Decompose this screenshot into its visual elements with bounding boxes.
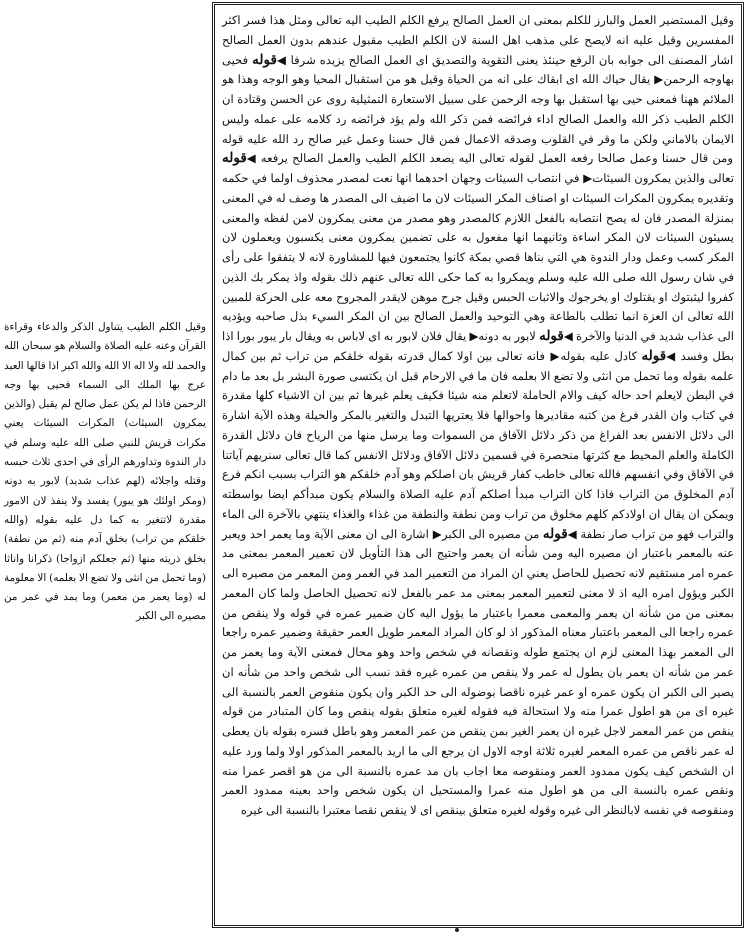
ornament-mark: ◀ [276,52,287,67]
gloss-span: (والذين يمكرون السيئات) المكرات السيئات يعني مكرات قريش للنبي صلى الله عليه وسلم في دار الندوة وتداورهم الرأى في احدى ثلاث حبسه وقتله واجلائه [4,398,206,488]
qawluhu-heading: قوله [542,525,568,542]
commentary-text [222,11,734,821]
gloss-span: (والله خلقكم من تراب) بخلق آدم منه [4,513,206,546]
commentary-frame [212,2,744,928]
commentary-span: في انتصاب السيئات وجهان احدهما انها نعت لمصدر محذوف اولما في حكمه وتقديره يمكرون المكرات السيئات او اصناف المكر السيئات لان ما اضيف الى المصدر ها وصف له في المعنى بمنزلة المصدر فان له يصح انتصابه بالفعل اللازم كالمصدر وهو مصدر من معنى يمكرون لامن لفظه والمعنى يسيئون السيئات لان المكر اساءة وثانيهما انها مفعول به على تضمين يمكرون معنى يكسبون ويعملون لان المكر كسب وعمل ودار الندوة هي التي بناها قصي بمكة كانوا يجتمعون فيها للمشاورة لانه لا يتفقوا على رأى في شان رسول الله صلى الله عليه وسلم ويمكروا به كما حكى الله تعالى عنهم ذلك بقوله واذ يمكر بك الذين كفروا ليثبتوك او يقتلوك او يخرجوك والاثبات الحبس وقيل جرح موهن لايقدر المجروح معه على الحركة للمبين الله تعالى ان العزة انما تطلب بالطاعة وهي التوحيد والعمل الصالح بين ان المكر السيء بذل صاحبه ويؤديه الى عذاب شديد في الدنيا والآخرة [222,171,735,343]
commentary-span: اشارة الى ان معنى الآية وما يعمر احد ويعبر عنه بالمعمر باعتبار ان مصيره اليه ومن شأنه ان يعمر واحتيج الى هذا التأويل لان تعمير المعمر بمعنى مد عمره امر مستقيم لانه تحصيل للحاصل يعني ان المراد من التعمير المد في العمر ومن المعمر من مصيره الى الكبر ويؤول امره اليه اذ لا معنى لتعمير المعمر بمعنى مد عمر بالفعل لانه تحصيل الحاصل ولما كان المعمر بمعنى من من شأنه ان يعمر والمعمى معمرا باعتبار ما يؤول اليه كان ضمير عمره في قوله ولا ينقص من عمره راجعا الى المعمر باعتبار معناه المذكور اذ لو كان المراد المعمر طويل العمر حقيقة وضمير عمره راجعا الى المعمر بهذا المعنى لزم ان يجتمع طوله ونقصانه في شخص واحد وهو محال فمعنى الآية وما يعمر من عمر من شأنه ان يعمر بان يطول له عمر ولا ينقص من عمره غيره فقد نسب الى شخص واحد من شأنه ان يصير الى الكبر ان يكون عمره او عمر غيره ناقصا [222,526,734,699]
ornament-mark: ▶ [653,72,664,87]
lemma-text: تعالى والذين يمكرون السيئات [592,171,734,185]
ornament-mark: ◀ [246,151,257,166]
ink-dot [455,928,459,932]
commentary-span: فالله تعالى خاطب كفار قريش بان اصلكم وهو آدم خلقكم هو التراب بسبب انكم فرع آدم المخلوق من التراب فاذا كان التراب مبدأ اصلكم آدم عليه الصلاة والسلام يكون مبدأكم ايضا بواسطته ويمكن ان يقال ان اولادكم كلهم مخلوق من تراب ومن نطفة والنطفة من غذاء والغذاء ينتهي بالآخرة الى الماء والتراب فهو من تراب صار نطفة [222,467,735,541]
lemma-text: كادل عليه بقوله [560,348,638,363]
ornament-mark: ▶ [469,329,479,343]
lemma-text: لابور به دونه [478,329,536,343]
commentary-span: بوضوله الى حد الكبر وان يكون منقوص العمر بالنسبة الى غيره اى من هو اطول عمرا منه ولا استحالة فيه فقوله لغيره متعلق بقوله ينقص وما كان المتبادر من قوله ينقص من عمر المعمر لاجل غيره ان يعمر الغير بمن ينقص من عمر المعمر وهو باطل فسره بقوله بان يعطى له عمر ناقص من عمره المعمر لغيره ثلاثة اوجه الاول ان يرجع الى ما اريد بالمعمر المذكور اولا ولما ورد عليه ان الشخص كيف يكون ممدود العمر ومنقوصه معا اجاب بان مد عمره بالنسبة الى من هو اقصر عمرا منه ونقص عمره بالنسبة الى من هو اطول منه عمرا والمستحيل ان يكون شخص واحد بعينه ممدود العمر ومنقوصه في نفسه لابالنظر الى غيره وقوله لغيره متعلق بينقص اى لا ينقص نقصا معتبرا بالنسبة الى غيره [222,684,734,817]
ornament-mark: ◀ [666,348,677,363]
gloss-span: (ثم جعلكم ازواجا) ذكرانا واناثا [4,552,135,565]
qawluhu-heading: قوله [641,347,667,364]
qawluhu-heading: قوله [539,328,564,344]
gloss-span: (ثم من نطفة) بخلق ذريته منها [4,533,207,565]
gloss-span: وقيل الكلم الطيب يتناول الذكر والدعاء وقراءة القرآن وعنه عليه الصلاة والسلام هو سبحان الله والحمد لله ولا اله الا الله والله اكبر اذا قالها العبد عرج بها الملك الى السماء فحيى بها وجه الرحمن فاذا لم يكن عمل صالح لم يقبل [4,321,206,411]
commentary-paragraph [222,11,734,821]
ornament-mark: ▶ [583,171,593,185]
gloss-span: (وما تحمل من انثى ولا تضع الا بعلمه) الا معلومة له [4,571,206,604]
gloss-span: (وما يعمر من معمر) وما يمد في عمر من مصيره الى الكبر [4,591,206,623]
gloss-span: (لهم عذاب شديد) لابور به دونه [4,475,145,488]
commentary-span: وقيل المستضير العمل والبارز للكلم بمعنى ان العمل الصالح يرفع الكلم الطيب اليه تعالى ومثل هذا فسر اكثر المفسرين وقيل عليه انه لايصح على مذهب اهل السنة لان الكلم الطيب مقبول عندهم بدون العمل الصالح اشار المصنف الى جوابه بان الرفع حينئذ يعنى التقوية والتصديق اى العمل الصالح يزيده شرفا [222,13,734,67]
commentary-span: يقال فلان لابور به اى لاباس به ويقال بار يبور بورا اذا بطل وفسد [222,329,735,363]
ornament-mark: ▶ [549,348,561,363]
qawluhu-heading: قوله [222,150,247,167]
gloss-paragraph [4,318,206,627]
lemma-text: من مصيره الى الكبر [442,526,540,541]
gloss-span: (ومكر اولئك هو يبور) يفسد ولا ينفذ لان الامور مقدرة لاتتغير به كما دل عليه بقوله [4,494,206,526]
commentary-span: فانه تعالى بين اولا كمال قدرته بقوله خلقكم من تراب ثم بين كمال علمه بقوله وما تحمل من انثى ولا تضع الا بعلمه فان ما في الارحام قبل ان يكتسى صورة البشر بل بعد ما دام في البطن لايعلم احد حاله كيف والام الحاملة لاتعلم منه شيئا فكيف يعلم غيرها ثم بين ان الاشياء كلها مقدرة في كتاب وان القدر فرغ من كتبه مقاديرها واحوالها فلا يعتريها التبدل والتغير بالمكر والحيلة وهذه الآية اشارة الى دلائل الانفس بعد الفراغ من ذكر دلائل الآفاق من السموات وما يرسل منها من الرياح فان دلائل القدرة الكاملة والعلم المحيط مع كثرتها منحصرة في قسمين دلائل الآفاق ودلائل الانفس كما قال تعالى سنريهم آياتنا في الآفاق وفي انفسهم [222,348,735,482]
commentary-span: يقال حياك الله اى ابقاك على انه من الحياة وقيل هو من استقبال المحيا وهو الوجه وهذا هو الملائم ههنا فمعنى حيى بها استقبل بها وجه الرحمن على سبيل الاستعارة التمثيلية روى عن الحسن وقتادة ان الكلم الطيب ذكر الله والعمل الصالح اداء فرائضه فمن ذكر الله ولم يؤد فرائضه رد كلامه على عمله وليس الايمان بالاماني ولكن ما وقر في القلوب وصدقه الاعمال فمن قال حسنا وعمل غير صالح رد الله عليه قوله ومن قال حسنا وعمل صالحا رفعه العمل لقوله تعالى اليه يصعد الكلم الطيب والعمل الصالح يرفعه [222,72,734,166]
ornament-mark: ◀ [567,526,577,541]
lemma-text: فحيى بهاوجه الرحمن [222,52,735,87]
marginal-gloss [4,318,206,627]
ornament-mark: ▶ [432,526,443,541]
ornament-mark: ◀ [563,329,573,343]
qawluhu-heading: قوله [252,51,277,68]
